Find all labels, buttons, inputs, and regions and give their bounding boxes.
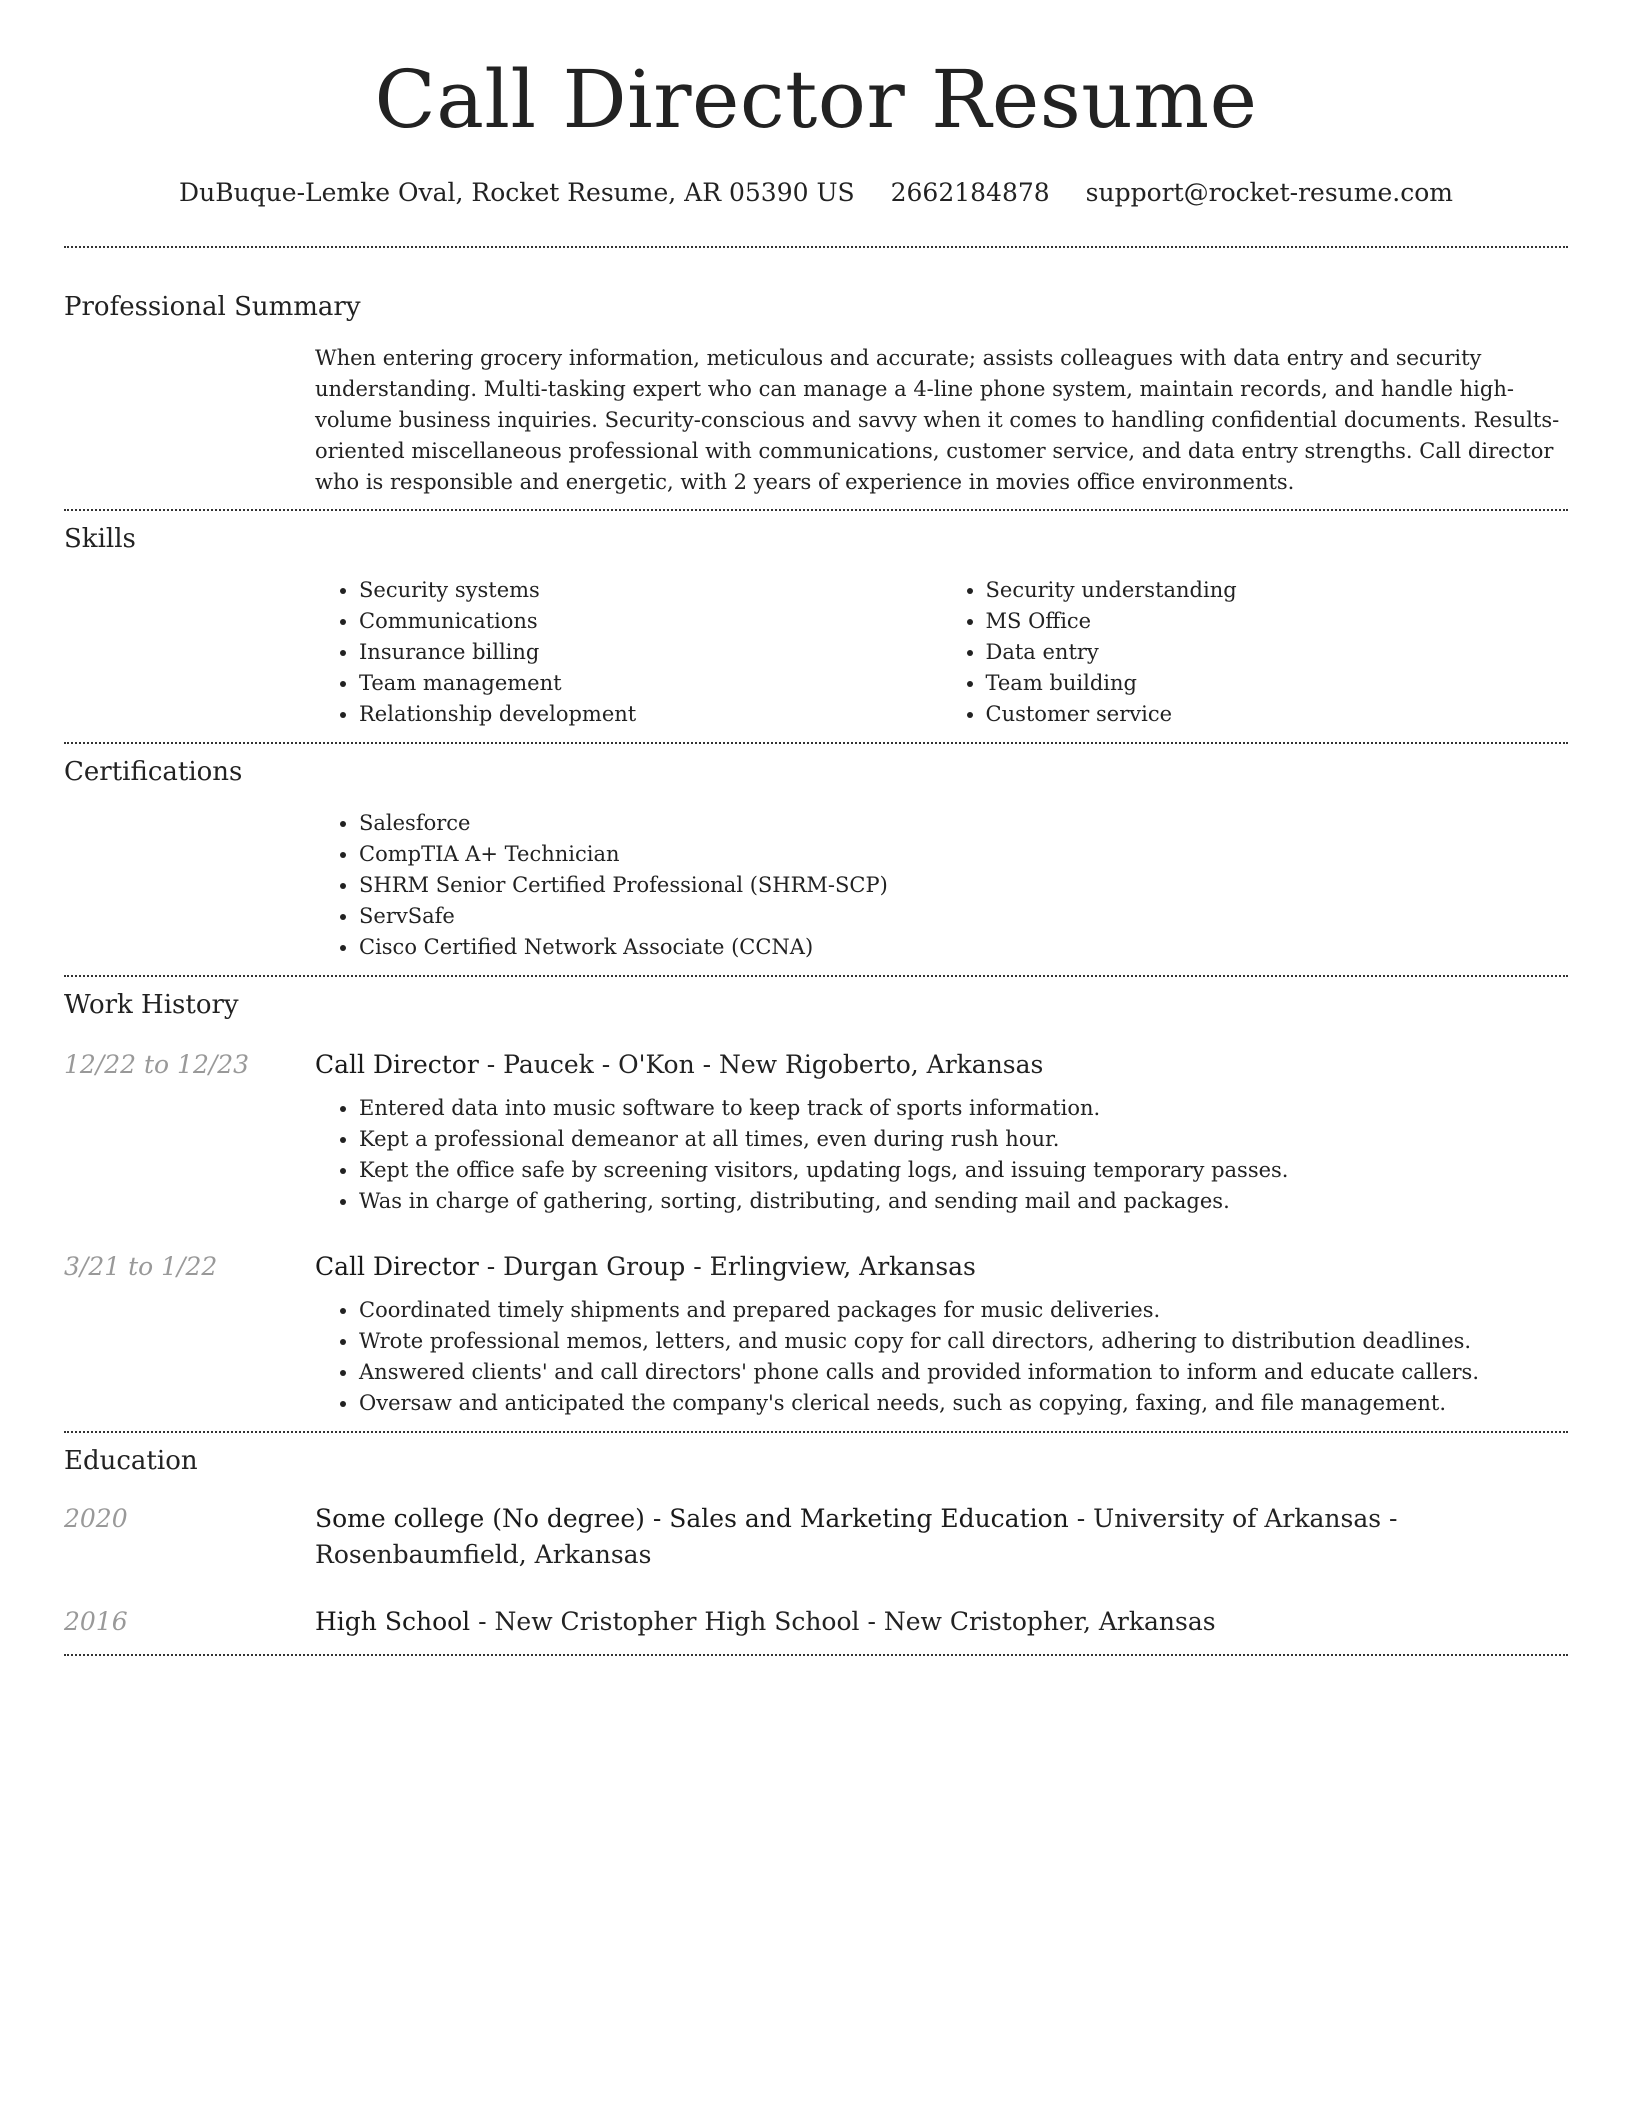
job-title: Call Director bbox=[315, 1050, 479, 1079]
section-education bbox=[64, 1433, 1568, 1654]
summary-body bbox=[315, 343, 1568, 509]
certification-item: • Cisco Certified Network Associate (CCNA) bbox=[359, 932, 1568, 963]
section-title-certifications: Certifications bbox=[64, 757, 243, 787]
job-bullet: • Coordinated timely shipments and prepared packages for music deliveries. bbox=[359, 1295, 1568, 1326]
job-bullet: • Kept the office safe by screening visitors, updating logs, and issuing temporary passes. bbox=[359, 1155, 1568, 1186]
skill-item: • Customer service bbox=[986, 699, 1569, 730]
section-summary bbox=[64, 248, 1568, 509]
skill-item: • Relationship development bbox=[359, 699, 942, 730]
section-title-skills: Skills bbox=[64, 524, 136, 554]
summary-text: When entering grocery information, meticulous and accurate; assists colleagues with data entry and security understanding. Multi-tasking expert who can manage a 4-line phone system, maintain records, and handle high-volume business inquiries. Security-conscious and savvy when it comes to handling confidential documents. Results-oriented miscellaneous professional with communications, customer service, and data entry strengths. Call director who is responsible and energetic, with 2 years of experience in movies office environments. bbox=[315, 346, 1560, 494]
education-heading bbox=[315, 1604, 1568, 1640]
skills-list-right bbox=[942, 575, 1569, 730]
skill-item: • Security understanding bbox=[986, 575, 1569, 606]
certification-item: • CompTIA A+ Technician bbox=[359, 839, 1568, 870]
section-work-history bbox=[64, 977, 1568, 1431]
contact-address: DuBuque-Lemke Oval, Rocket Resume, AR 05390 US bbox=[179, 178, 855, 207]
job-main bbox=[315, 1249, 1568, 1419]
certifications-list bbox=[315, 808, 1568, 963]
education-school: - New Cristopher High School - New Cristopher, Arkansas bbox=[470, 1607, 1216, 1636]
job-company: - Durgan Group - Erlingview, Arkansas bbox=[478, 1252, 976, 1281]
education-degree: Some college (No degree) - Sales and Marketing Education bbox=[315, 1504, 1069, 1533]
job-bullet: • Oversaw and anticipated the company's clerical needs, such as copying, faxing, and file management. bbox=[359, 1388, 1568, 1419]
section-skills bbox=[64, 511, 1568, 742]
certification-item: • SHRM Senior Certified Professional (SHRM-SCP) bbox=[359, 870, 1568, 901]
job-bullets bbox=[315, 1295, 1568, 1419]
education-heading bbox=[315, 1501, 1568, 1573]
job-bullet: • Wrote professional memos, letters, and music copy for call directors, adhering to distribution deadlines. bbox=[359, 1326, 1568, 1357]
job-bullets bbox=[315, 1093, 1568, 1217]
education-school: - University of Arkansas - Rosenbaumfield, Arkansas bbox=[315, 1504, 1398, 1569]
job-bullet: • Kept a professional demeanor at all times, even during rush hour. bbox=[359, 1124, 1568, 1155]
resume-title: Call Director Resume bbox=[374, 53, 1258, 146]
contact-line bbox=[64, 176, 1568, 210]
education-degree: High School bbox=[315, 1607, 471, 1636]
contact-phone: 2662184878 bbox=[890, 178, 1050, 207]
section-certifications bbox=[64, 744, 1568, 975]
skill-item: • MS Office bbox=[986, 606, 1569, 637]
section-title-education: Education bbox=[64, 1446, 198, 1476]
skill-item: • Team building bbox=[986, 668, 1569, 699]
skill-item: • Team management bbox=[359, 668, 942, 699]
education-year: 2016 bbox=[64, 1607, 128, 1636]
certifications-body bbox=[315, 808, 1568, 975]
job-company: - Paucek - O'Kon - New Rigoberto, Arkansas bbox=[478, 1050, 1044, 1079]
job-dates: 12/22 to 12/23 bbox=[64, 1050, 250, 1079]
section-title-work: Work History bbox=[64, 990, 239, 1020]
job-heading bbox=[315, 1047, 1568, 1083]
job-entry bbox=[64, 1047, 1568, 1217]
education-entry bbox=[64, 1501, 1568, 1573]
skills-grid bbox=[315, 575, 1568, 742]
certification-item: • Salesforce bbox=[359, 808, 1568, 839]
certification-item: • ServSafe bbox=[359, 901, 1568, 932]
skills-list-left bbox=[315, 575, 942, 730]
divider-education bbox=[64, 1654, 1568, 1656]
contact-email: support@rocket-resume.com bbox=[1085, 178, 1453, 207]
job-bullet: • Was in charge of gathering, sorting, distributing, and sending mail and packages. bbox=[359, 1186, 1568, 1217]
job-bullet: • Entered data into music software to keep track of sports information. bbox=[359, 1093, 1568, 1124]
job-entry bbox=[64, 1249, 1568, 1431]
skill-item: • Data entry bbox=[986, 637, 1569, 668]
skill-item: • Security systems bbox=[359, 575, 942, 606]
section-title-summary: Professional Summary bbox=[64, 292, 361, 322]
job-dates: 3/21 to 1/22 bbox=[64, 1252, 218, 1281]
job-heading bbox=[315, 1249, 1568, 1285]
education-year: 2020 bbox=[64, 1504, 128, 1533]
job-bullet: • Answered clients' and call directors' phone calls and provided information to inform and educate callers. bbox=[359, 1357, 1568, 1388]
job-title: Call Director bbox=[315, 1252, 479, 1281]
job-main bbox=[315, 1047, 1568, 1217]
education-entry bbox=[64, 1604, 1568, 1654]
skill-item: • Insurance billing bbox=[359, 637, 942, 668]
skill-item: • Communications bbox=[359, 606, 942, 637]
